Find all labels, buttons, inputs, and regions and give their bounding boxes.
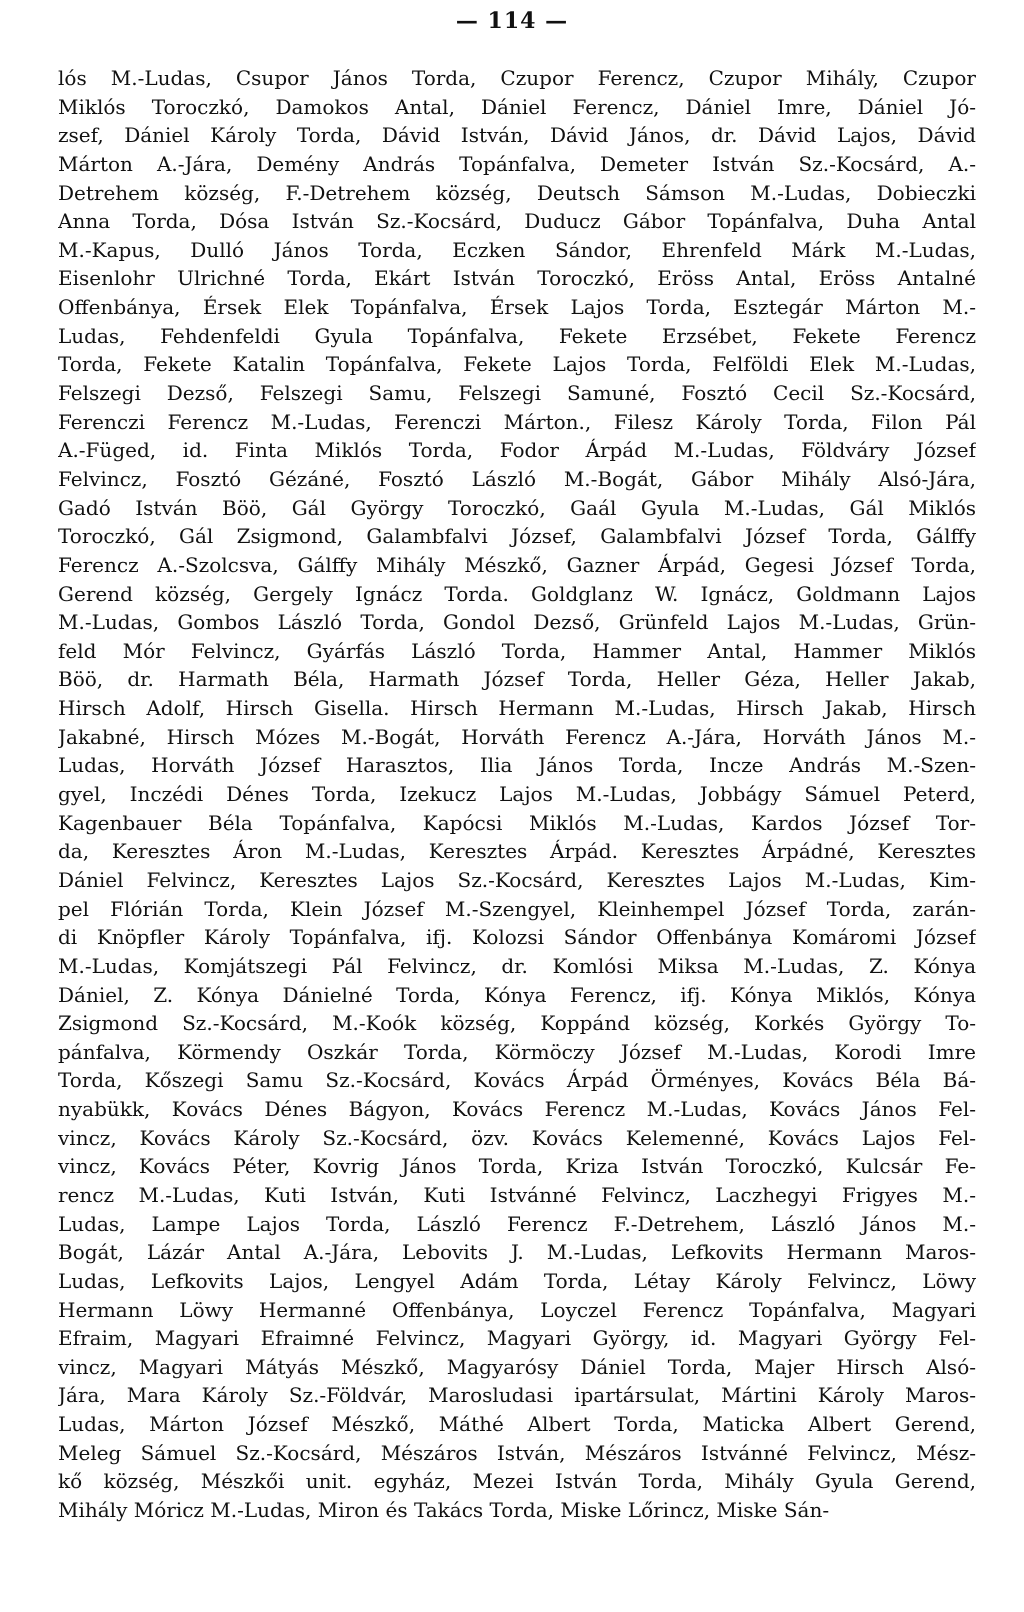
- text-line: Hirsch Adolf, Hirsch Gisella. Hirsch Hermann M.-Ludas, Hirsch Jakab, Hirsch: [58, 696, 976, 721]
- text-line: Meleg Sámuel Sz.-Kocsárd, Mészáros István, Mészáros Istvánné Felvincz, Mész-: [58, 1440, 976, 1465]
- text-line: Eisenlohr Ulrichné Torda, Ekárt István Toroczkó, Eröss Antal, Eröss Antalné: [58, 266, 976, 291]
- text-line: vincz, Magyari Mátyás Mészkő, Magyarósy Dániel Torda, Majer Hirsch Alsó-: [58, 1354, 976, 1379]
- text-line: lós M.-Ludas, Csupor János Torda, Czupor Ferencz, Czupor Mihály, Czupor: [58, 66, 976, 90]
- text-line: Ludas, Márton József Mészkő, Máthé Albert Torda, Maticka Albert Gerend,: [58, 1412, 976, 1437]
- text-line: Ludas, Lefkovits Lajos, Lengyel Adám Torda, Létay Károly Felvincz, Löwy: [58, 1268, 976, 1293]
- text-line: Ferencz A.-Szolcsva, Gálffy Mihály Mészkő, Gazner Árpád, Gegesi József Torda,: [58, 552, 976, 577]
- text-line: A.-Füged, id. Finta Miklós Torda, Fodor Árpád M.-Ludas, Földváry József: [58, 438, 976, 463]
- text-line: pánfalva, Körmendy Oszkár Torda, Körmöczy József M.-Ludas, Korodi Imre: [58, 1039, 976, 1064]
- text-line: Ludas, Fehdenfeldi Gyula Topánfalva, Fekete Erzsébet, Fekete Ferencz: [58, 323, 976, 348]
- text-line: Mihály Móricz M.-Ludas, Miron és Takács Torda, Miske Lőrincz, Miske Sán-: [58, 1498, 830, 1523]
- text-line: Anna Torda, Dósa István Sz.-Kocsárd, Duducz Gábor Topánfalva, Duha Antal: [58, 209, 976, 234]
- text-line: Dániel, Z. Kónya Dánielné Torda, Kónya Ferencz, ifj. Kónya Miklós, Kónya: [58, 982, 976, 1007]
- text-line: Offenbánya, Érsek Elek Topánfalva, Érsek Lajos Torda, Esztegár Márton M.-: [58, 295, 976, 320]
- body-text: [58, 64, 976, 1525]
- text-line: Detrehem község, F.-Detrehem község, Deutsch Sámson M.-Ludas, Dobieczki: [58, 180, 976, 205]
- text-line: Jára, Mara Károly Sz.-Földvár, Marosludasi ipartársulat, Mártini Károly Maros-: [58, 1383, 976, 1408]
- text-line: nyabükk, Kovács Dénes Bágyon, Kovács Ferencz M.-Ludas, Kovács János Fel-: [58, 1097, 976, 1122]
- text-line: Ludas, Lampe Lajos Torda, László Ferencz F.-Detrehem, László János M.-: [58, 1211, 976, 1236]
- text-line: Torda, Kőszegi Samu Sz.-Kocsárd, Kovács Árpád Örményes, Kovács Béla Bá-: [58, 1068, 976, 1093]
- text-line: Márton A.-Jára, Demény András Topánfalva, Demeter István Sz.-Kocsárd, A.-: [58, 151, 976, 176]
- text-line: da, Keresztes Áron M.-Ludas, Keresztes Árpád. Keresztes Árpádné, Keresztes: [58, 839, 976, 864]
- text-line: Dániel Felvincz, Keresztes Lajos Sz.-Kocsárd, Keresztes Lajos M.-Ludas, Kim-: [58, 867, 976, 892]
- text-line: Böö, dr. Harmath Béla, Harmath József Torda, Heller Géza, Heller Jakab,: [58, 667, 976, 692]
- text-line: Gadó István Böö, Gál György Toroczkó, Gaál Gyula M.-Ludas, Gál Miklós: [58, 495, 976, 520]
- text-line: gyel, Inczédi Dénes Torda, Izekucz Lajos M.-Ludas, Jobbágy Sámuel Peterd,: [58, 782, 976, 807]
- text-line: Efraim, Magyari Efraimné Felvincz, Magyari György, id. Magyari György Fel-: [58, 1326, 976, 1351]
- text-line: Hermann Löwy Hermanné Offenbánya, Loyczel Ferencz Topánfalva, Magyari: [58, 1297, 976, 1322]
- text-line: pel Flórián Torda, Klein József M.-Szengyel, Kleinhempel József Torda, zarán-: [58, 896, 976, 921]
- text-line: Zsigmond Sz.-Kocsárd, M.-Koók község, Koppánd község, Korkés György To-: [58, 1011, 976, 1036]
- text-line: Jakabné, Hirsch Mózes M.-Bogát, Horváth Ferencz A.-Jára, Horváth János M.-: [58, 724, 976, 749]
- text-line: di Knöpfler Károly Topánfalva, ifj. Kolozsi Sándor Offenbánya Komáromi József: [58, 925, 976, 950]
- text-line: vincz, Kovács Károly Sz.-Kocsárd, özv. Kovács Kelemenné, Kovács Lajos Fel-: [58, 1125, 976, 1150]
- text-line: Ferenczi Ferencz M.-Ludas, Ferenczi Márton., Filesz Károly Torda, Filon Pál: [58, 409, 976, 434]
- text-line: M.-Ludas, Komjátszegi Pál Felvincz, dr. Komlósi Miksa M.-Ludas, Z. Kónya: [58, 953, 976, 978]
- text-line: feld Mór Felvincz, Gyárfás László Torda, Hammer Antal, Hammer Miklós: [58, 638, 976, 663]
- text-line: kő község, Mészkői unit. egyház, Mezei István Torda, Mihály Gyula Gerend,: [58, 1469, 976, 1494]
- text-line: Bogát, Lázár Antal A.-Jára, Lebovits J. M.-Ludas, Lefkovits Hermann Maros-: [58, 1240, 976, 1265]
- text-line: Gerend község, Gergely Ignácz Torda. Goldglanz W. Ignácz, Goldmann Lajos: [58, 581, 976, 606]
- text-line: Felvincz, Fosztó Gézáné, Fosztó László M.-Bogát, Gábor Mihály Alsó-Jára,: [58, 466, 976, 491]
- text-line: M.-Ludas, Gombos László Torda, Gondol Dezső, Grünfeld Lajos M.-Ludas, Grün-: [58, 610, 976, 635]
- text-line: rencz M.-Ludas, Kuti István, Kuti Istvánné Felvincz, Laczhegyi Frigyes M.-: [58, 1182, 976, 1207]
- page-number: — 114 —: [455, 8, 569, 34]
- text-line: Torda, Fekete Katalin Topánfalva, Fekete Lajos Torda, Felföldi Elek M.-Ludas,: [58, 352, 976, 377]
- text-line: zsef, Dániel Károly Torda, Dávid István, Dávid János, dr. Dávid Lajos, Dávid: [58, 123, 976, 148]
- text-line: Miklós Toroczkó, Damokos Antal, Dániel Ferencz, Dániel Imre, Dániel Jó-: [58, 94, 976, 119]
- text-line: Kagenbauer Béla Topánfalva, Kapócsi Miklós M.-Ludas, Kardos József Tor-: [58, 810, 976, 835]
- text-line: vincz, Kovács Péter, Kovrig János Torda, Kriza István Toroczkó, Kulcsár Fe-: [58, 1154, 976, 1179]
- text-line: M.-Kapus, Dulló János Torda, Eczken Sándor, Ehrenfeld Márk M.-Ludas,: [58, 237, 976, 262]
- text-line: Toroczkó, Gál Zsigmond, Galambfalvi József, Galambfalvi József Torda, Gálffy: [58, 524, 976, 549]
- text-line: Ludas, Horváth József Harasztos, Ilia János Torda, Incze András M.-Szen-: [58, 753, 976, 778]
- text-line: Felszegi Dezső, Felszegi Samu, Felszegi Samuné, Fosztó Cecil Sz.-Kocsárd,: [58, 381, 976, 406]
